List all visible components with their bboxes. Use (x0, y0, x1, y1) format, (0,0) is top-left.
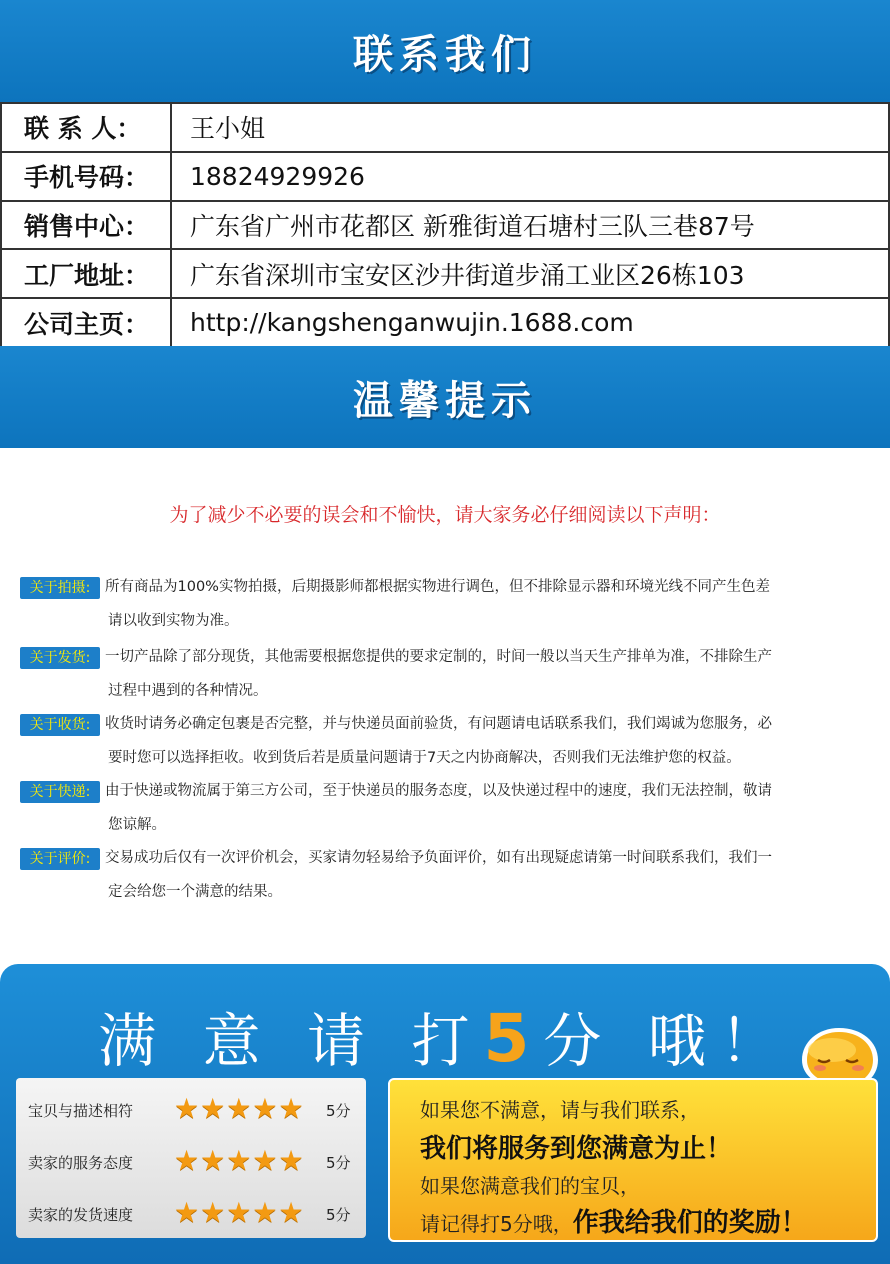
star-rating (174, 1198, 305, 1228)
tip-line: 要时您可以选择拒收。收到货后若是质量问题请于7天之内协商解决，否则我们无法维护您的权益。 (108, 750, 741, 766)
tip-line: 定会给您一个满意的结果。 (108, 884, 282, 900)
star-rating (174, 1146, 305, 1176)
star-icon: ★ (278, 1196, 304, 1229)
phone-number: 18824929926 (171, 152, 889, 201)
star-icon: ★ (174, 1092, 200, 1125)
rating-section (0, 964, 890, 1264)
rating-label: 宝贝与描述相符 (28, 1102, 134, 1120)
contact-title: 联系我们 (353, 31, 537, 78)
promise-line: 我们将服务到您满意为止！ (420, 1134, 733, 1164)
star-icon: ★ (252, 1144, 278, 1177)
rating-row (28, 1194, 358, 1234)
rating-row (28, 1142, 358, 1182)
star-icon: ★ (252, 1092, 278, 1125)
tip-line: 所有商品为100%实物拍摄，后期摄影师都根据实物进行调色，但不排除显示器和环境光线不同产生色差 (105, 579, 770, 595)
factory-address: 广东省深圳市宝安区沙井街道步涌工业区26栋103 (171, 249, 889, 298)
tips-title: 温馨提示 (353, 377, 537, 424)
promise-big: 作我给我们的奖励！ (572, 1208, 807, 1238)
contact-table (0, 102, 890, 348)
contact-header (0, 0, 890, 102)
promise-line: 如果您满意我们的宝贝， (420, 1174, 640, 1198)
tip-tag: 关于评价: (20, 848, 100, 870)
contact-row (1, 103, 889, 152)
tip-line: 一切产品除了部分现货，其他需要根据您提供的要求定制的，时间一般以当天生产排单为准，不排除生产 (105, 649, 772, 665)
contact-label: 公司主页： (1, 298, 171, 347)
tip-tag: 关于收货: (20, 714, 100, 736)
tip-line: 交易成功后仅有一次评价机会，买家请勿轻易给予负面评价，如有出现疑虑请第一时间联系我们，我们一 (105, 850, 772, 866)
star-icon: ★ (252, 1196, 278, 1229)
tip-line: 由于快递或物流属于第三方公司，至于快递员的服务态度，以及快递过程中的速度，我们无法控制，敬请 (105, 783, 772, 799)
star-rating (174, 1094, 305, 1124)
star-icon: ★ (278, 1144, 304, 1177)
contact-label: 联 系 人： (1, 103, 171, 152)
promise-small: 请记得打5分哦， (420, 1212, 573, 1236)
rating-label: 卖家的发货速度 (28, 1206, 134, 1224)
contact-label: 工厂地址： (1, 249, 171, 298)
promise-box (388, 1078, 878, 1242)
contact-row (1, 298, 889, 347)
tip-tag: 关于快递: (20, 781, 100, 803)
star-icon: ★ (200, 1196, 226, 1229)
rating-score: 5分 (326, 1154, 351, 1172)
star-icon: ★ (226, 1144, 252, 1177)
star-icon: ★ (200, 1092, 226, 1125)
homepage-link[interactable]: http://kangshenganwujin.1688.com (171, 298, 889, 347)
star-icon: ★ (174, 1196, 200, 1229)
rating-box (16, 1078, 366, 1238)
contact-person: 王小姐 (171, 103, 889, 152)
rating-score: 5分 (326, 1206, 351, 1224)
tip-line: 您谅解。 (108, 817, 166, 833)
rating-label: 卖家的服务态度 (28, 1154, 134, 1172)
rating-score: 5分 (326, 1102, 351, 1120)
promise-line (420, 1202, 807, 1239)
tip-tag: 关于发货: (20, 647, 100, 669)
contact-label: 销售中心： (1, 201, 171, 250)
contact-row (1, 201, 889, 250)
tip-line: 请以收到实物为准。 (108, 613, 239, 629)
contact-row (1, 249, 889, 298)
sales-address: 广东省广州市花都区 新雅街道石塘村三队三巷87号 (171, 201, 889, 250)
slogan-post: 分 哦！ (543, 1007, 792, 1075)
tip-line: 过程中遇到的各种情况。 (108, 683, 268, 699)
promise-line: 如果您不满意，请与我们联系， (420, 1098, 700, 1122)
notice-text: 为了减少不必要的误会和不愉快，请大家务必仔细阅读以下声明： (169, 504, 721, 526)
star-icon: ★ (200, 1144, 226, 1177)
slogan-pre: 满 意 请 打 (98, 1007, 484, 1075)
tip-tag: 关于拍摄: (20, 577, 100, 599)
tips-header (0, 346, 890, 448)
star-icon: ★ (174, 1144, 200, 1177)
star-icon: ★ (226, 1092, 252, 1125)
star-icon: ★ (278, 1092, 304, 1125)
contact-label: 手机号码： (1, 152, 171, 201)
slogan-number: 5 (483, 1000, 544, 1077)
tip-line: 收货时请务必确定包裹是否完整，并与快递员面前验货，有问题请电话联系我们，我们竭诚为您服务，必 (105, 716, 772, 732)
star-icon: ★ (226, 1196, 252, 1229)
rating-row (28, 1090, 358, 1130)
rating-slogan (0, 994, 890, 1078)
contact-row (1, 152, 889, 201)
